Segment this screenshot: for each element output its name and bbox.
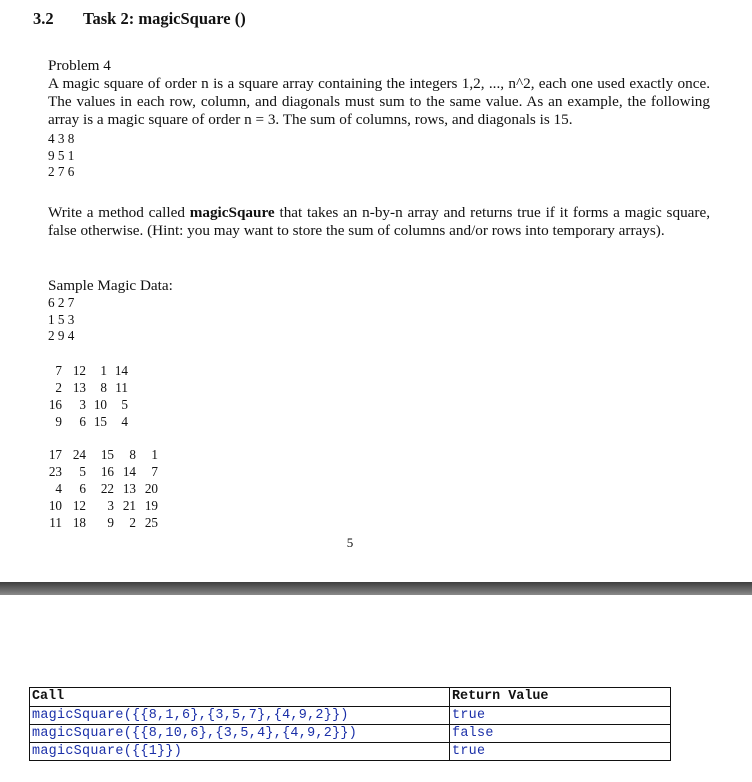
page-break-bar — [0, 582, 752, 595]
section-heading — [33, 9, 246, 29]
sample5-row — [48, 497, 158, 514]
call-table — [29, 687, 671, 761]
sample4-cell: 13 — [72, 380, 86, 395]
problem-intro: A magic square of order n is a square array containing the integers 1,2, ..., n^2, each one used exactly once. The values in each row, column, and diagonals must sum to the same value. As an example, the following array is a magic square of order n = 3. The sum of columns, rows, and diagonals is 15. — [48, 75, 710, 128]
example-row: 4 3 8 — [48, 131, 75, 146]
sample5-cell: 23 — [48, 464, 62, 479]
method-name: magicSqaure — [189, 204, 275, 221]
sample5-cell: 21 — [122, 498, 136, 513]
problem-label: Problem 4 — [48, 57, 111, 74]
sample4-cell: 2 — [55, 380, 62, 395]
sample4-row — [48, 362, 128, 379]
sample3-row: 6 2 7 — [48, 295, 75, 310]
sample3-row: 2 9 4 — [48, 328, 75, 343]
sample5-cell: 14 — [122, 464, 136, 479]
sample5-cell: 9 — [107, 515, 114, 530]
table-header-row — [30, 688, 671, 707]
instructions-text: Write a method called — [48, 204, 190, 221]
sample5-row — [48, 514, 158, 531]
sample4-cell: 10 — [93, 397, 107, 412]
sample5-cell: 12 — [72, 498, 86, 513]
sample5-cell: 15 — [100, 447, 114, 462]
sample5-cell: 20 — [144, 481, 158, 496]
sample5-cell: 3 — [107, 498, 114, 513]
table-row — [30, 743, 671, 761]
sample5-cell: 13 — [122, 481, 136, 496]
sample5-cell: 5 — [79, 464, 86, 479]
sample4-cell: 3 — [79, 397, 86, 412]
sample4-cell: 16 — [48, 397, 62, 412]
sample4-cell: 6 — [79, 414, 86, 429]
sample-square-4 — [48, 362, 128, 430]
sample4-row — [48, 379, 128, 396]
page-number: 5 — [346, 535, 354, 550]
sample5-cell: 24 — [72, 447, 86, 462]
call-header: Call — [30, 688, 450, 707]
sample-label: Sample Magic Data: — [48, 277, 173, 294]
sample5-cell: 1 — [151, 447, 158, 462]
sample4-cell: 14 — [114, 363, 128, 378]
sample4-cell: 7 — [55, 363, 62, 378]
sample-square-5 — [48, 446, 158, 531]
sample4-row — [48, 413, 128, 430]
sample5-cell: 11 — [49, 515, 62, 530]
sample4-cell: 15 — [93, 414, 107, 429]
return-header: Return Value — [450, 688, 671, 707]
call-cell: magicSquare({{8,10,6},{3,5,4},{4,9,2}}) — [30, 725, 450, 743]
sample4-cell: 1 — [100, 363, 107, 378]
sample5-cell: 22 — [100, 481, 114, 496]
sample5-cell: 2 — [129, 515, 136, 530]
return-cell: true — [450, 743, 671, 761]
return-cell: false — [450, 725, 671, 743]
sample5-row — [48, 480, 158, 497]
section-title: Task 2: magicSquare () — [83, 9, 246, 28]
sample5-cell: 4 — [55, 481, 62, 496]
sample5-cell: 18 — [72, 515, 86, 530]
sample5-cell: 17 — [48, 447, 62, 462]
sample4-cell: 5 — [121, 397, 128, 412]
instructions — [48, 204, 710, 240]
example-row: 2 7 6 — [48, 164, 75, 179]
sample5-cell: 6 — [79, 481, 86, 496]
sample4-cell: 8 — [100, 380, 107, 395]
sample5-row — [48, 463, 158, 480]
sample5-cell: 16 — [100, 464, 114, 479]
sample-square-3 — [48, 295, 74, 345]
call-cell: magicSquare({{1}}) — [30, 743, 450, 761]
sample5-cell: 8 — [129, 447, 136, 462]
sample4-row — [48, 396, 128, 413]
instructions-text-rest: that takes an n-by-n array and returns true if it forms a magic square, false otherwise. (Hint: you may want to store the sum of columns and/or rows into temporary arrays). — [48, 204, 710, 239]
sample5-cell: 7 — [151, 464, 158, 479]
sample3-row: 1 5 3 — [48, 311, 75, 327]
return-cell: true — [450, 707, 671, 725]
example-row: 9 5 1 — [48, 147, 75, 163]
example-square — [48, 131, 74, 181]
sample4-cell: 12 — [72, 363, 86, 378]
sample4-cell: 9 — [55, 414, 62, 429]
sample5-cell: 19 — [144, 498, 158, 513]
table-row — [30, 725, 671, 743]
table-row — [30, 707, 671, 725]
sample5-cell: 10 — [48, 498, 62, 513]
section-number: 3.2 — [33, 9, 54, 28]
sample5-row — [48, 446, 158, 463]
call-cell: magicSquare({{8,1,6},{3,5,7},{4,9,2}}) — [30, 707, 450, 725]
sample4-cell: 11 — [115, 380, 128, 395]
sample4-cell: 4 — [121, 414, 128, 429]
sample5-cell: 25 — [144, 515, 158, 530]
